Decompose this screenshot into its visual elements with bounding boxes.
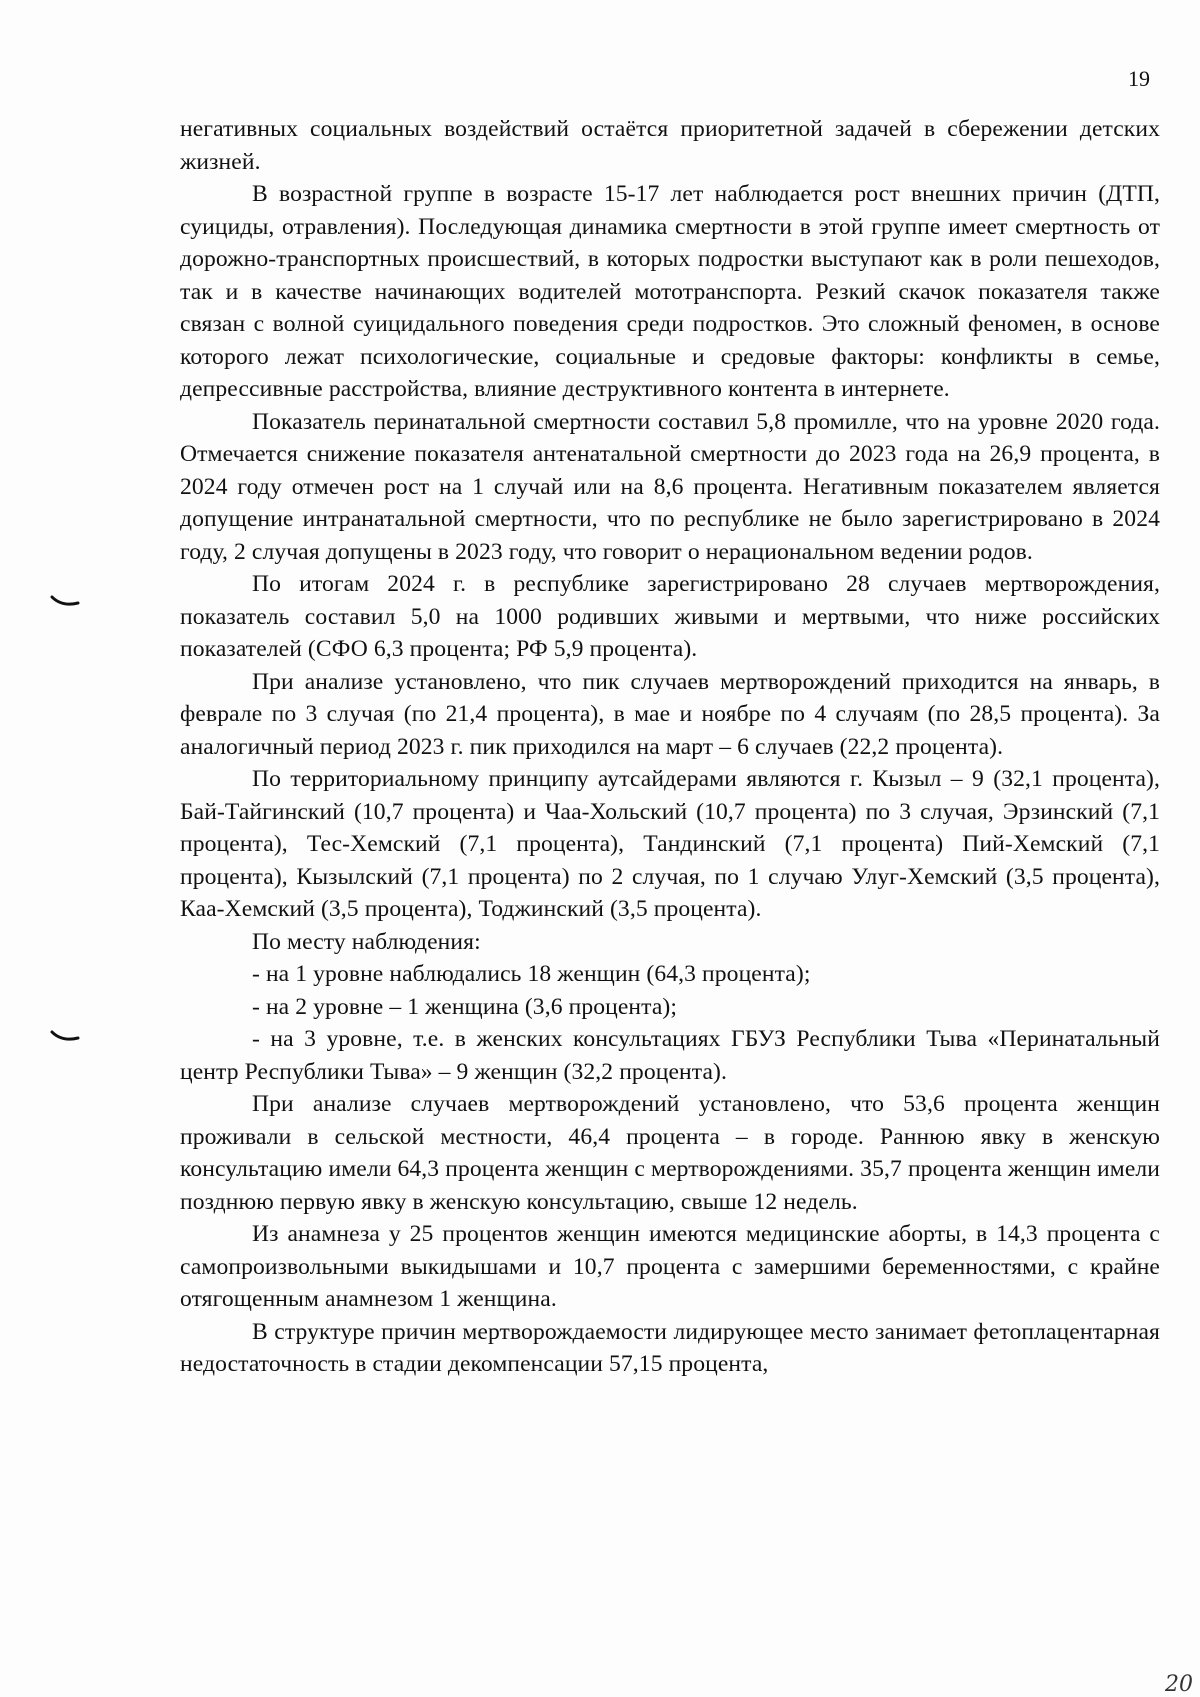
margin-tick-mark — [50, 595, 80, 607]
paragraph-anamnesis: Из анамнеза у 25 процентов женщин имеются медицинские аборты, в 14,3 процента с самопроизвольными выкидышами и 10,7 процента с замершими беременностями, с крайне отягощенным анамнезом 1 женщина. — [180, 1221, 1160, 1312]
body-text — [180, 113, 1160, 1381]
paragraph-age-group: В возрастной группе в возрасте 15-17 лет наблюдается рост внешних причин (ДТП, суициды, отравления). Последующая динамика смертности в этой группе имеет смертность от дорожно-транспортных происшествий, в которых подростки выступают как в роли пешеходов, так и в качестве начинающих водителей мототранспорта. Резкий скачок показателя также связан с волной суицидального поведения среди подростков. Это сложный феномен, в основе которого лежат психологические, социальные и средовые факторы: конфликты в семье, депрессивные расстройства, влияние деструктивного контента в интернете. — [180, 181, 1160, 402]
paragraph-causes: В структуре причин мертворождаемости лидирующее место занимает фетоплацентарная недостаточность в стадии декомпенсации 57,15 процента, — [180, 1318, 1160, 1377]
paragraph-perinatal-mortality: Показатель перинатальной смертности составил 5,8 промилле, что на уровне 2020 года. Отмечается снижение показателя антенатальной смертности до 2023 года на 26,9 процента, в 2024 году отмечен рост на 1 случай или на 8,6 процента. Негативным показателем является допущение интранатальной смертности, что по республике не было зарегистрировано в 2024 году, 2 случая допущены в 2023 году, что говорит о нерациональном ведении родов. — [180, 408, 1160, 565]
list-item-level-2: - на 2 уровне – 1 женщина (3,6 процента); — [252, 993, 678, 1020]
paragraph-residence: При анализе случаев мертворождений установлено, что 53,6 процента женщин проживали в сельской местности, 46,4 процента – в городе. Раннюю явку в женскую консультацию имели 64,3 процента женщин с мертворождениями. 35,7 процента женщин имели позднюю первую явку в женскую консультацию, свыше 12 недель. — [180, 1091, 1160, 1215]
page-number: 19 — [1128, 66, 1150, 91]
paragraph-stillbirth-totals: По итогам 2024 г. в республике зарегистрировано 28 случаев мертворождения, показатель составил 5,0 на 1000 родивших живыми и мертвыми, что ниже российских показателей (СФО 6,3 процента; РФ 5,9 процента). — [180, 571, 1160, 662]
margin-tick-mark — [50, 1030, 80, 1042]
list-item-level-3: - на 3 уровне, т.е. в женских консультациях ГБУЗ Республики Тыва «Перинатальный центр Республики Тыва» – 9 женщин (32,2 процента). — [180, 1026, 1160, 1085]
paragraph-continuation: негативных социальных воздействий остаётся приоритетной задачей в сбережении детских жизней. — [180, 116, 1160, 175]
paragraph-observation-heading: По месту наблюдения: — [252, 928, 481, 955]
list-item-level-1: - на 1 уровне наблюдались 18 женщин (64,3 процента); — [252, 961, 811, 987]
paragraph-territorial: По территориальному принципу аутсайдерами являются г. Кызыл – 9 (32,1 процента), Бай-Тайгинский (10,7 процента) и Чаа-Хольский (10,7 процента) по 3 случая, Эрзинский (7,1 процента), Тес-Хемский (7,1 процента), Тандинский (7,1 процента) Пий-Хемский (7,1 процента), Кызылский (7,1 процента) по 2 случая, по 1 случаю Улуг-Хемский (3,5 процента), Каа-Хемский (3,5 процента), Тоджинский (3,5 процента). — [180, 766, 1160, 922]
handwritten-page-note: 20 — [1165, 1672, 1193, 1697]
paragraph-stillbirth-months: При анализе установлено, что пик случаев мертворождений приходится на январь, в феврале по 3 случая (по 21,4 процента), в мае и ноябре по 4 случаям (по 28,5 процента). За аналогичный период 2023 г. пик приходился на март – 6 случаев (22,2 процента). — [180, 668, 1160, 760]
